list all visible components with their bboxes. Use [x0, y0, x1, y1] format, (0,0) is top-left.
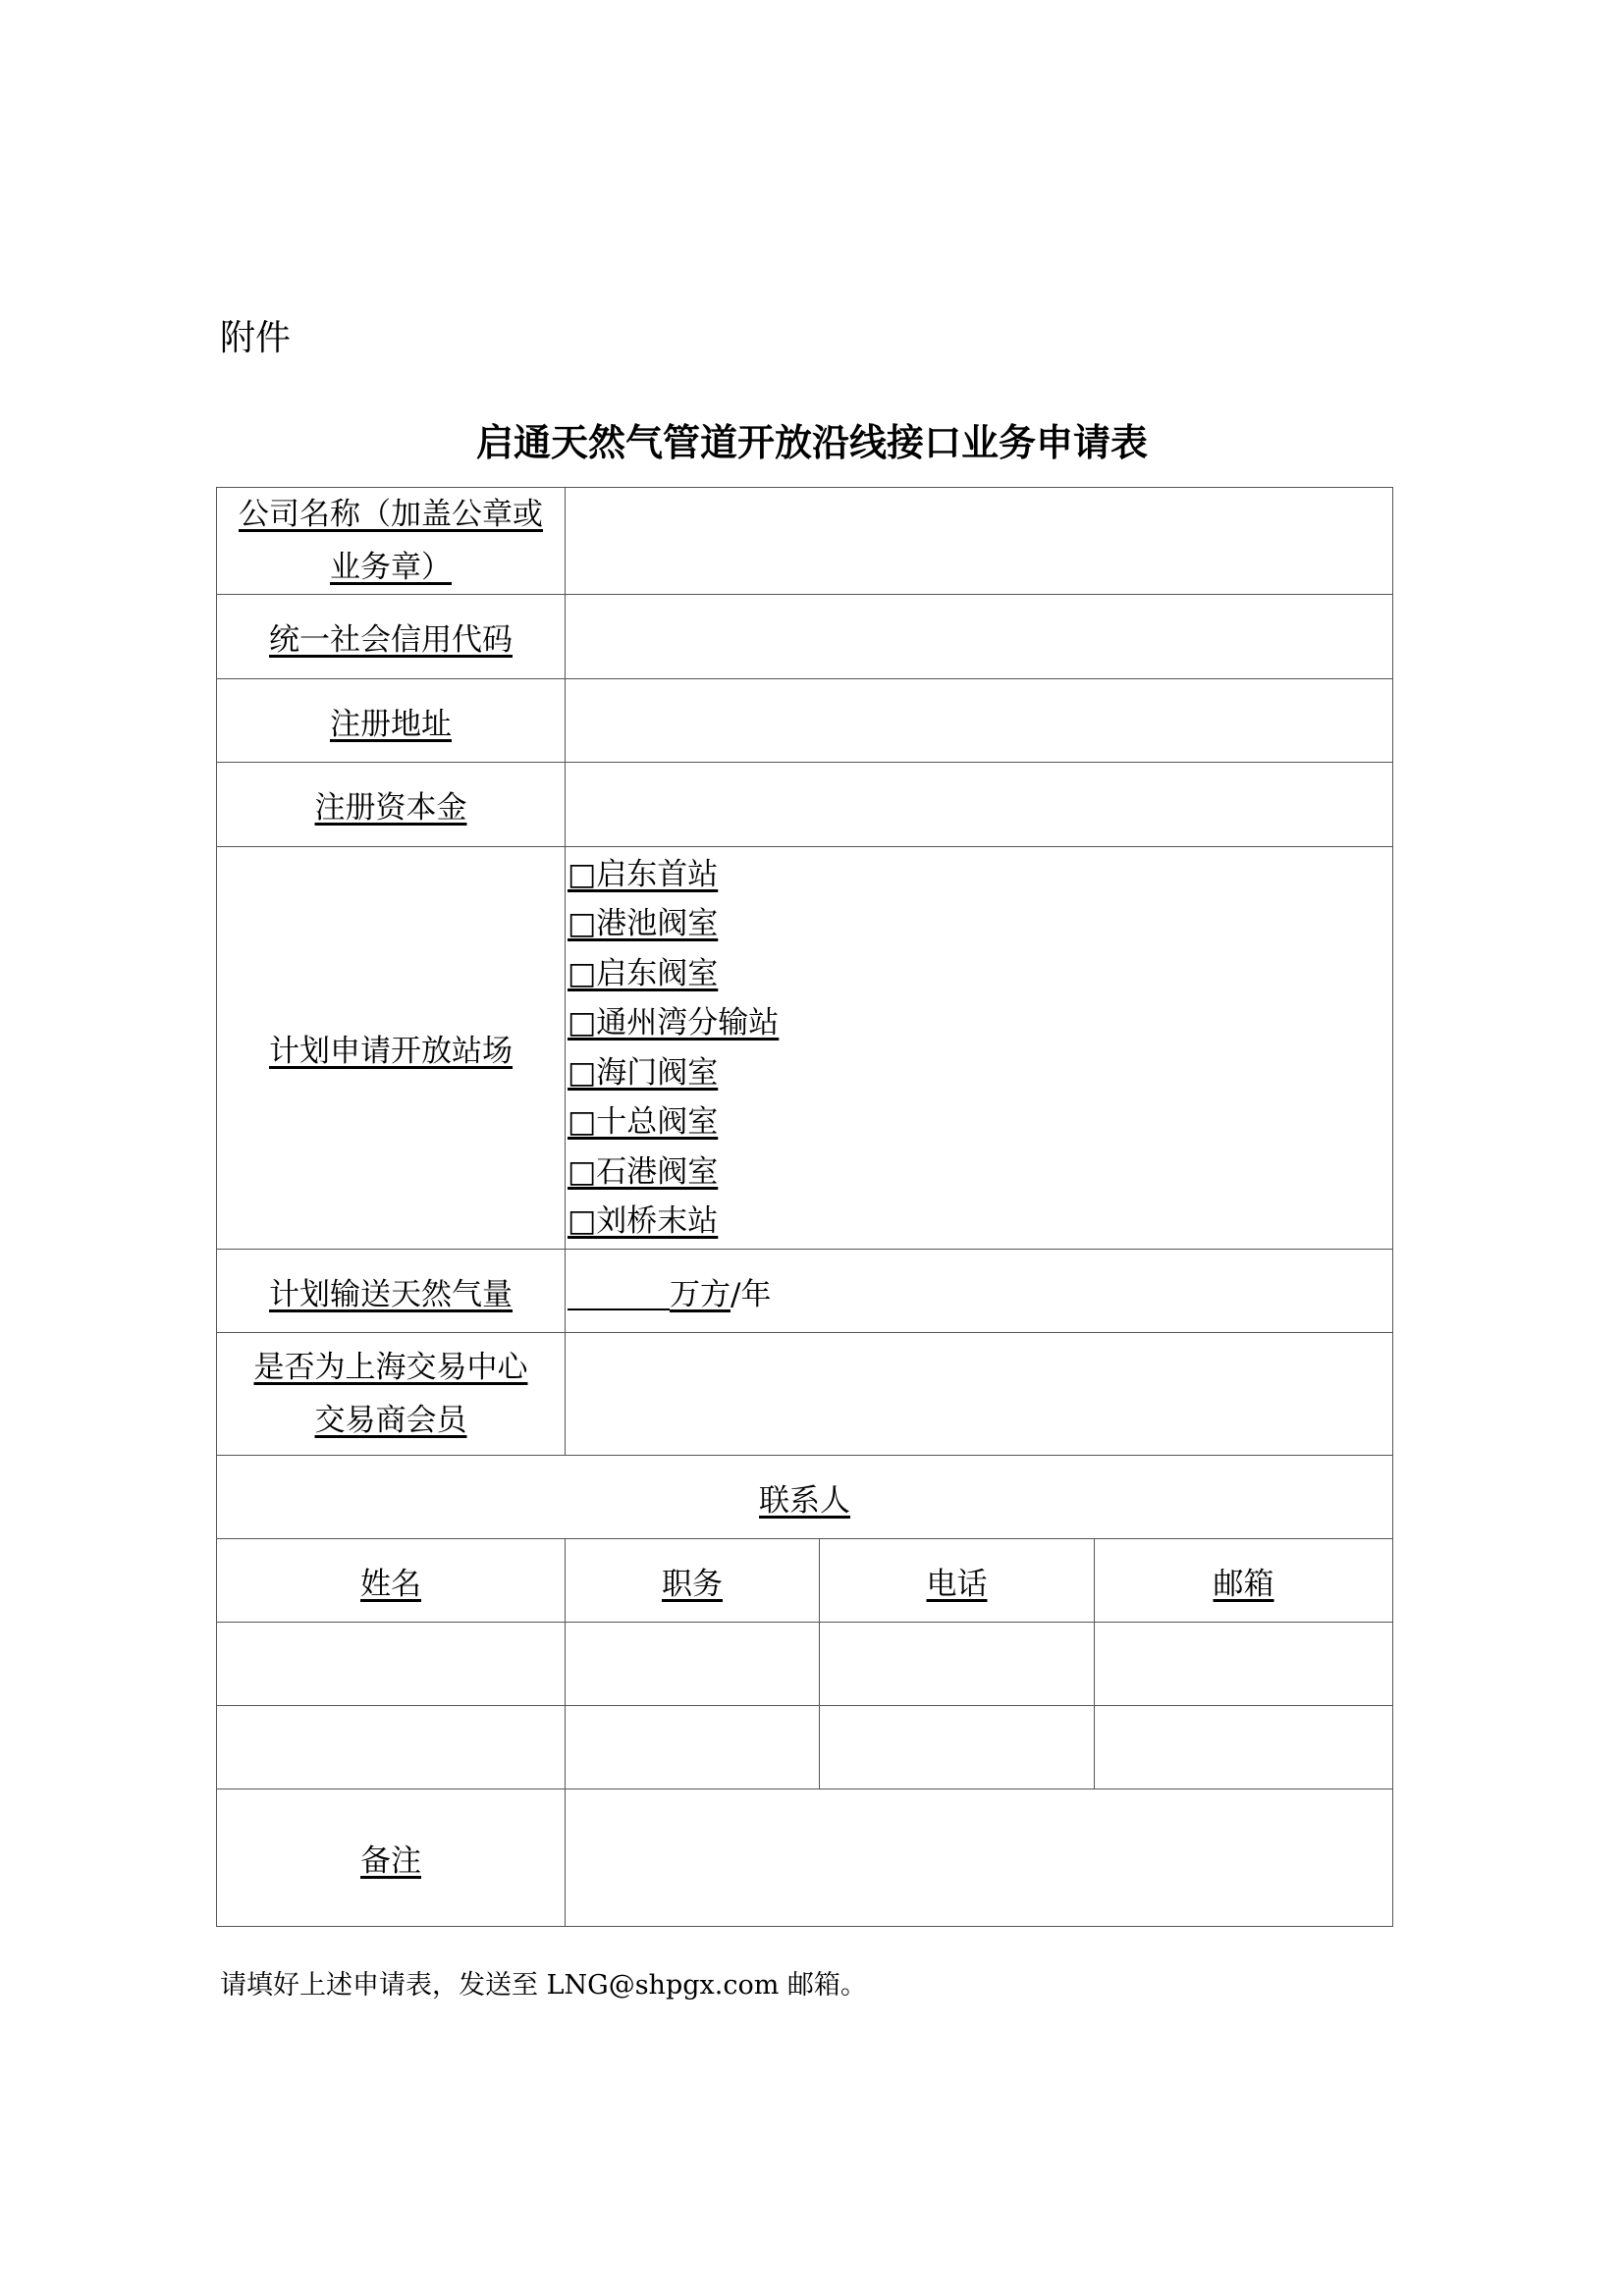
- row-member: [217, 1333, 1393, 1456]
- attachment-label: 附件: [220, 318, 292, 358]
- contact-phone-cell[interactable]: [820, 1706, 1095, 1789]
- contact-phone-cell[interactable]: [820, 1623, 1095, 1706]
- station-checkbox[interactable]: □启东阀室: [568, 955, 719, 991]
- contact-email-cell[interactable]: [1095, 1623, 1393, 1706]
- contact-position-cell[interactable]: [566, 1623, 820, 1706]
- member-label: [217, 1333, 566, 1456]
- station-checkbox[interactable]: □启东首站: [568, 856, 719, 892]
- column-email: [1095, 1539, 1393, 1623]
- column-phone: [820, 1539, 1095, 1623]
- page-title: 启通天然气管道开放沿线接口业务申请表: [475, 420, 1148, 464]
- contact-row: [217, 1623, 1393, 1706]
- row-capital: [217, 763, 1393, 847]
- station-checkbox[interactable]: □十总阀室: [568, 1104, 719, 1140]
- row-volume: [217, 1250, 1393, 1333]
- contact-row: [217, 1706, 1393, 1789]
- capital-label-text: 注册资本金: [314, 790, 467, 826]
- contact-header-text: 联系人: [759, 1482, 850, 1519]
- station-checkbox[interactable]: □石港阀室: [568, 1153, 719, 1190]
- station-checkbox[interactable]: □通州湾分输站: [568, 1005, 780, 1041]
- address-field[interactable]: [566, 679, 1393, 763]
- station-checkbox[interactable]: □刘桥末站: [568, 1203, 719, 1239]
- row-contact-header: [217, 1456, 1393, 1539]
- remarks-field[interactable]: [566, 1789, 1393, 1927]
- volume-label-text: 计划输送天然气量: [269, 1276, 513, 1312]
- credit-code-label: [217, 595, 566, 679]
- application-form-table: [216, 487, 1393, 1927]
- company-name-field[interactable]: [566, 488, 1393, 595]
- contact-header: [217, 1456, 1393, 1539]
- capital-field[interactable]: [566, 763, 1393, 847]
- volume-unit-suffix: /年: [731, 1276, 772, 1312]
- capital-label: [217, 763, 566, 847]
- member-field[interactable]: [566, 1333, 1393, 1456]
- station-checkbox[interactable]: □港池阀室: [568, 906, 719, 941]
- address-label-text: 注册地址: [330, 706, 452, 742]
- row-credit-code: [217, 595, 1393, 679]
- member-label-line2: 交易商会员: [314, 1403, 467, 1438]
- stations-field: [566, 847, 1393, 1250]
- row-company-name: [217, 488, 1393, 595]
- volume-label: [217, 1250, 566, 1333]
- volume-unit: 万方: [670, 1276, 731, 1312]
- footer-note: 请填好上述申请表，发送至 LNG@shpgx.com 邮箱。: [220, 1970, 867, 2001]
- row-contact-columns: [217, 1539, 1393, 1623]
- remarks-label-text: 备注: [360, 1843, 421, 1879]
- column-position-text: 职务: [662, 1566, 723, 1602]
- remarks-label: [217, 1789, 566, 1927]
- company-name-label: [217, 488, 566, 595]
- column-email-text: 邮箱: [1213, 1566, 1274, 1602]
- address-label: [217, 679, 566, 763]
- contact-name-cell[interactable]: [217, 1706, 566, 1789]
- contact-email-cell[interactable]: [1095, 1706, 1393, 1789]
- stations-label: [217, 847, 566, 1250]
- company-name-label-line2: 业务章）: [330, 550, 452, 585]
- row-address: [217, 679, 1393, 763]
- volume-blank-input[interactable]: [568, 1279, 670, 1310]
- column-position: [566, 1539, 820, 1623]
- contact-name-cell[interactable]: [217, 1623, 566, 1706]
- column-name: [217, 1539, 566, 1623]
- credit-code-label-text: 统一社会信用代码: [269, 622, 513, 658]
- row-remarks: [217, 1789, 1393, 1927]
- volume-field: [566, 1250, 1393, 1333]
- contact-position-cell[interactable]: [566, 1706, 820, 1789]
- company-name-label-line1: 公司名称（加盖公章或: [239, 497, 543, 532]
- column-name-text: 姓名: [360, 1566, 421, 1602]
- stations-label-text: 计划申请开放站场: [269, 1034, 513, 1069]
- credit-code-field[interactable]: [566, 595, 1393, 679]
- station-checkbox[interactable]: □海门阀室: [568, 1054, 719, 1091]
- member-label-line1: 是否为上海交易中心: [253, 1350, 528, 1385]
- column-phone-text: 电话: [926, 1566, 988, 1602]
- row-stations: [217, 847, 1393, 1250]
